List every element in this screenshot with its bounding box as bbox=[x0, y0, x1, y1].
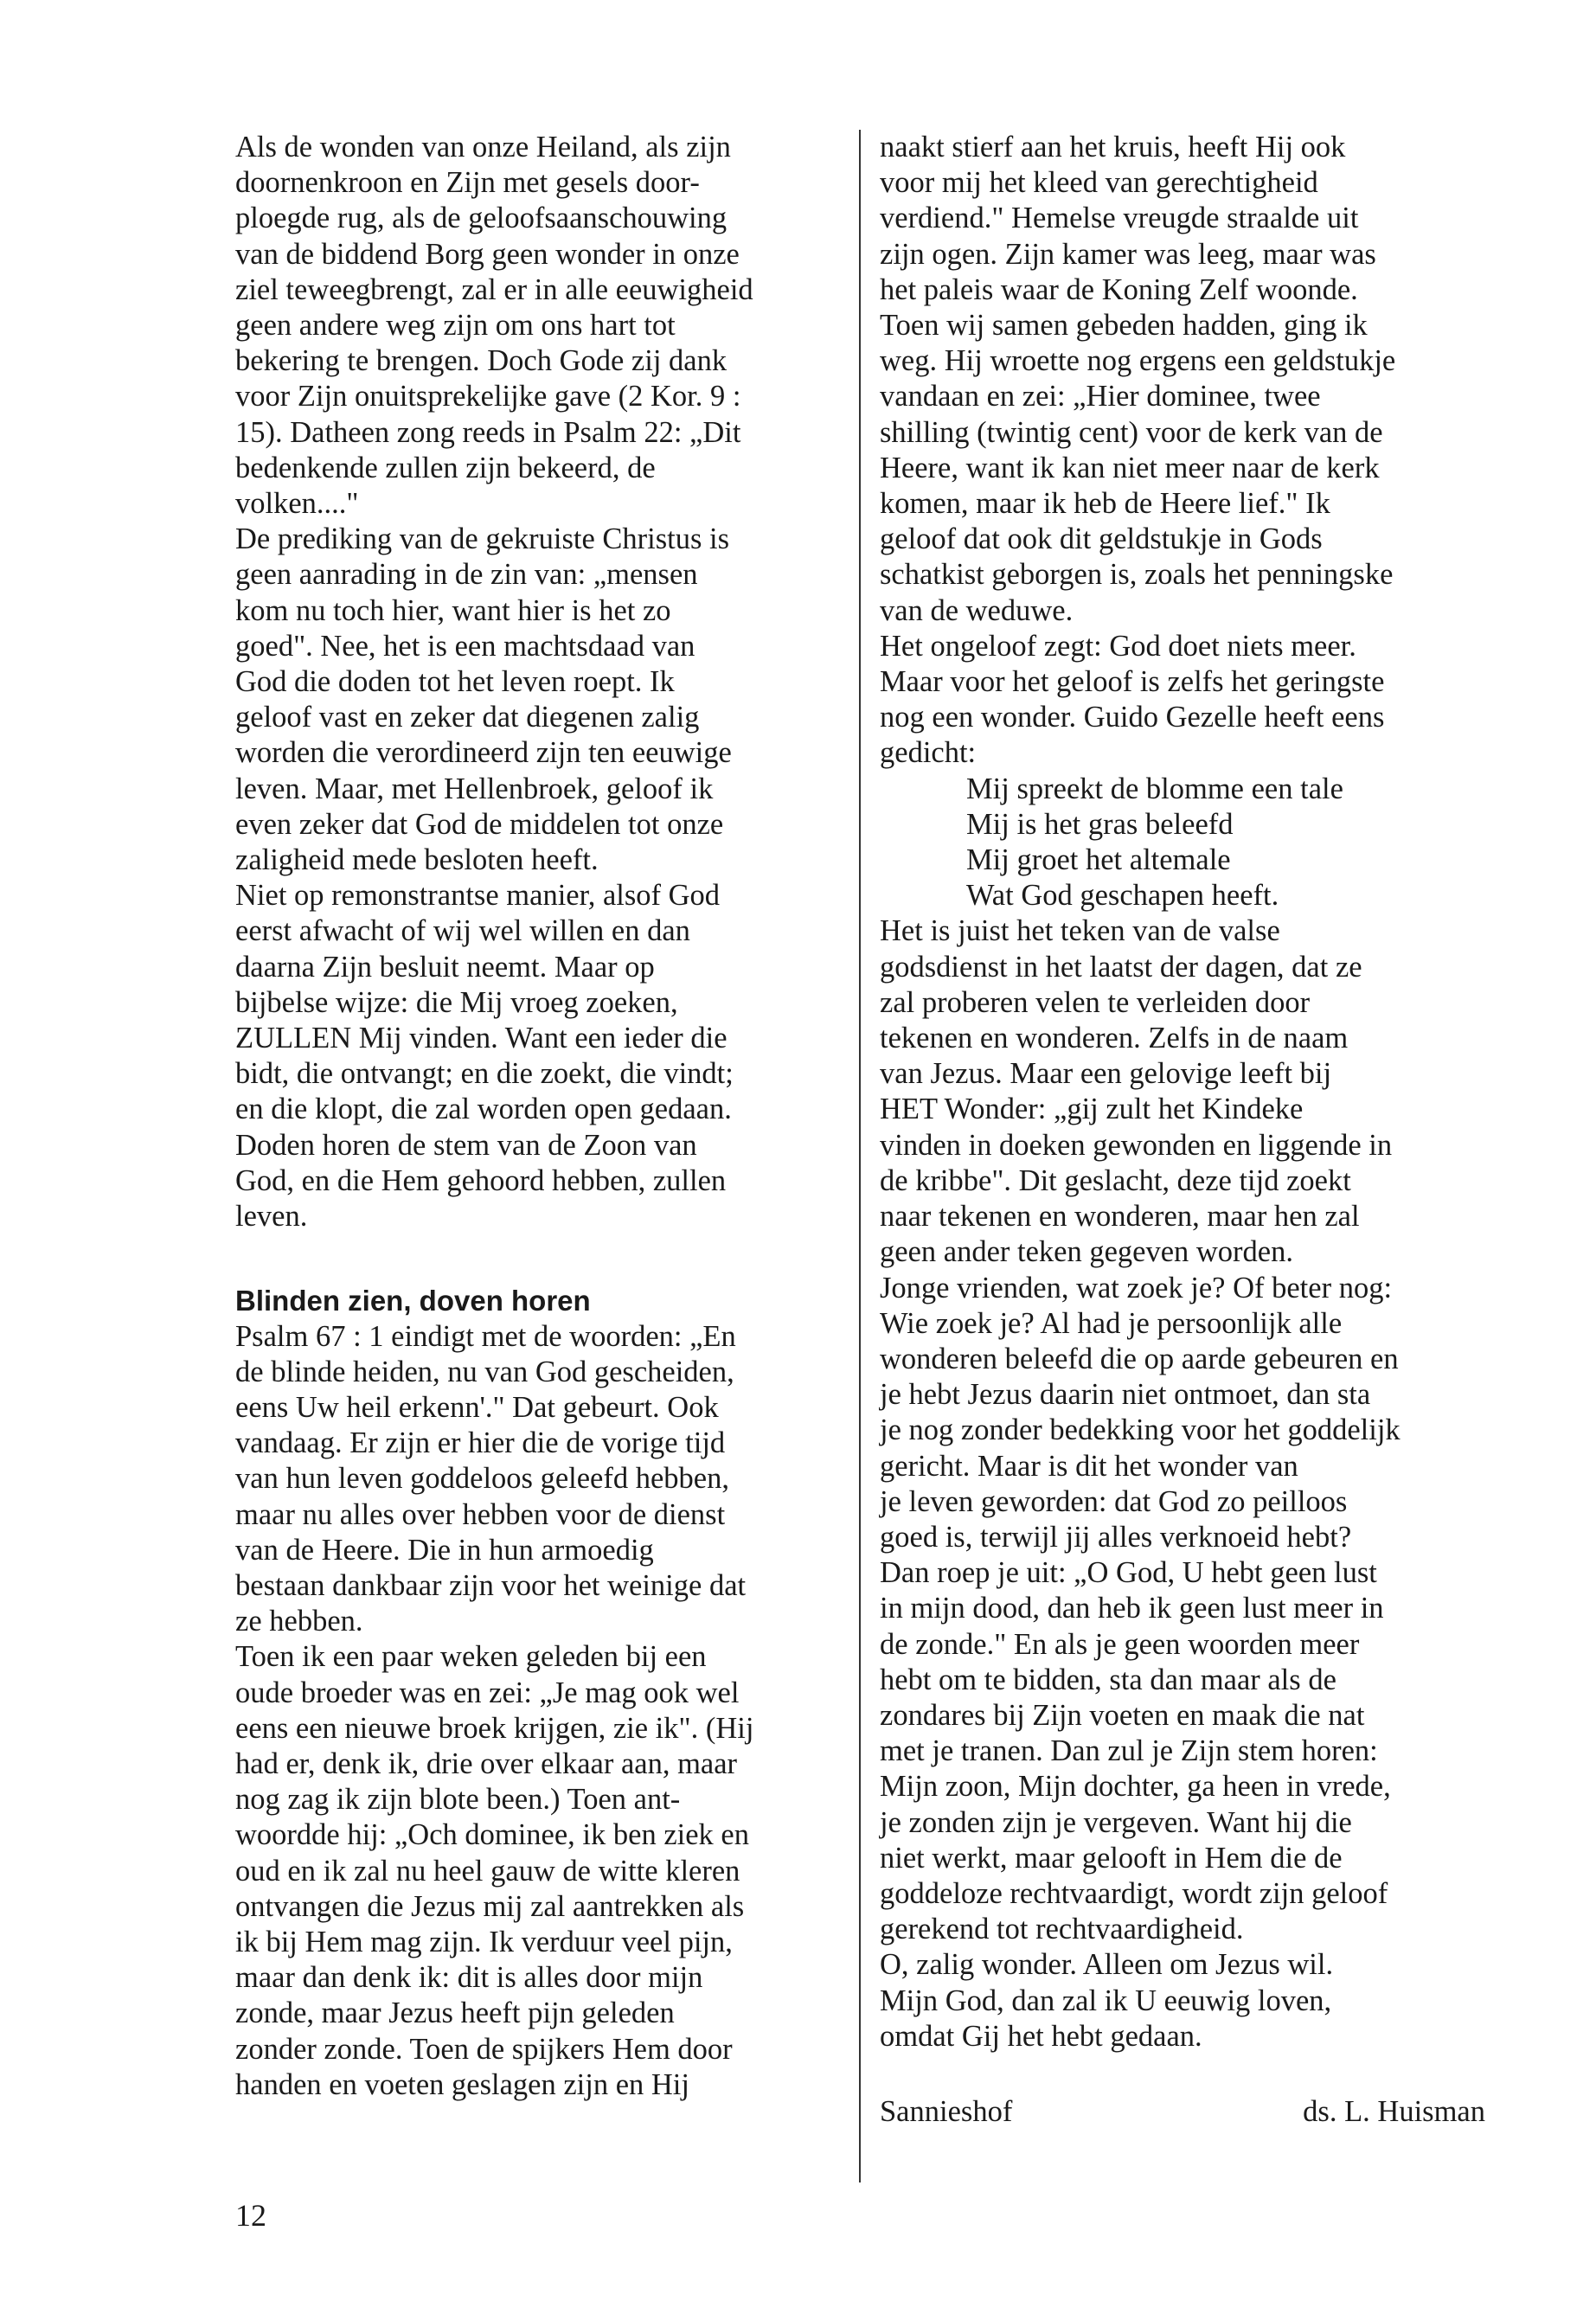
text-line: geen andere weg zijn om ons hart tot bbox=[235, 309, 676, 343]
text-line: van de weduwe. bbox=[880, 593, 1074, 627]
text-line: voor Zijn onuitsprekelijke gave (2 Kor. 9 : bbox=[235, 380, 741, 413]
text-line: vandaag. Er zijn er hier die de vorige tijd bbox=[235, 1426, 726, 1460]
text-line: Toen ik een paar weken geleden bij een bbox=[235, 1640, 707, 1674]
paragraph bbox=[880, 913, 1503, 1270]
text-line: O, zalig wonder. Alleen om Jezus wil. bbox=[880, 1948, 1334, 1982]
author-name: ds. L. Huisman bbox=[1303, 2094, 1485, 2128]
text-line: eens Uw heil erkenn'." Dat gebeurt. Ook bbox=[235, 1390, 719, 1424]
signature-line bbox=[880, 2094, 1485, 2130]
text-line: daarna Zijn besluit neemt. Maar op bbox=[235, 950, 655, 984]
text-line: woordde hij: „Och dominee, ik ben ziek en bbox=[235, 1818, 749, 1852]
paragraph bbox=[880, 629, 1503, 772]
text-line: en die klopt, die zal worden open gedaan. bbox=[235, 1093, 732, 1126]
text-line: je zonden zijn je vergeven. Want hij die bbox=[880, 1805, 1352, 1839]
section-gap bbox=[235, 1234, 849, 1283]
text-line: zaligheid mede besloten heeft. bbox=[235, 843, 599, 877]
text-line: Psalm 67 : 1 eindigt met de woorden: „En bbox=[235, 1319, 736, 1353]
poem bbox=[880, 772, 1503, 914]
text-line: verdiend." Hemelse vreugde straalde uit bbox=[880, 202, 1359, 235]
text-line: shilling (twintig cent) voor de kerk van de bbox=[880, 415, 1383, 449]
text-line: 15). Datheen zong reeds in Psalm 22: „Dit bbox=[235, 415, 741, 449]
text-line: zonder zonde. Toen de spijkers Hem door bbox=[235, 2032, 733, 2066]
text-line: geloof dat ook dit geldstukje in Gods bbox=[880, 522, 1323, 556]
text-line: van de Heere. Die in hun armoedig bbox=[235, 1533, 654, 1567]
text-line: eerst afwacht of wij wel willen en dan bbox=[235, 914, 690, 948]
text-line: bekering te brengen. Doch Gode zij dank bbox=[235, 344, 727, 378]
text-line: zonde, maar Jezus heeft pijn geleden bbox=[235, 1997, 675, 2030]
text-line: ZULLEN Mij vinden. Want een ieder die bbox=[235, 1022, 727, 1055]
text-line: had er, denk ik, drie over elkaar aan, maar bbox=[235, 1747, 738, 1780]
text-line: ploegde rug, als de geloofsaanschouwing bbox=[235, 202, 727, 235]
text-line: van hun leven goddeloos geleefd hebben, bbox=[235, 1462, 729, 1496]
text-line: Het ongeloof zegt: God doet niets meer. bbox=[880, 629, 1356, 663]
text-line: bidt, die ontvangt; en die zoekt, die vindt; bbox=[235, 1057, 734, 1091]
text-line: je hebt Jezus daarin niet ontmoet, dan sta bbox=[880, 1378, 1371, 1412]
text-line: geen aanrading in de zin van: „mensen bbox=[235, 558, 698, 592]
text-line: bedenkende zullen zijn bekeerd, de bbox=[235, 451, 656, 484]
text-line: Wie zoek je? Al had je persoonlijk alle bbox=[880, 1306, 1343, 1340]
text-line: gericht. Maar is dit het wonder van bbox=[880, 1449, 1298, 1483]
text-line: leven. bbox=[235, 1200, 308, 1234]
text-line: oud en ik zal nu heel gauw de witte kleren bbox=[235, 1854, 740, 1888]
page-number: 12 bbox=[235, 2198, 266, 2233]
text-line: Het is juist het teken van de valse bbox=[880, 914, 1280, 948]
text-line: maar nu alles over hebben voor de dienst bbox=[235, 1497, 726, 1531]
text-line: je nog zonder bedekking voor het goddelijk bbox=[880, 1413, 1401, 1447]
text-line: ik bij Hem mag zijn. Ik verduur veel pijn, bbox=[235, 1925, 733, 1958]
text-line: handen en voeten geslagen zijn en Hij bbox=[235, 2067, 689, 2101]
text-line: met je tranen. Dan zul je Zijn stem horen: bbox=[880, 1734, 1378, 1768]
text-line: zondares bij Zijn voeten en maak die nat bbox=[880, 1698, 1365, 1732]
text-line: naakt stierf aan het kruis, heeft Hij ook bbox=[880, 131, 1346, 163]
text-line: wonderen beleefd die op aarde gebeuren en bbox=[880, 1342, 1399, 1375]
text-line: Mijn zoon, Mijn dochter, ga heen in vrede, bbox=[880, 1770, 1391, 1804]
text-line: zijn ogen. Zijn kamer was leeg, maar was bbox=[880, 237, 1376, 271]
text-line: vandaan en zei: „Hier dominee, twee bbox=[880, 380, 1321, 413]
text-line: Mij groet het altemale bbox=[966, 843, 1231, 877]
text-line: Toen wij samen gebeden hadden, ging ik bbox=[880, 309, 1368, 343]
text-line: ontvangen die Jezus mij zal aantrekken als bbox=[235, 1889, 745, 1923]
text-line: gerekend tot rechtvaardigheid. bbox=[880, 1913, 1244, 1946]
text-line: Niet op remonstrantse manier, alsof God bbox=[235, 879, 721, 913]
text-line: bestaan dankbaar zijn voor het weinige dat bbox=[235, 1568, 747, 1602]
left-column bbox=[235, 130, 849, 2103]
text-line: nog zag ik zijn blote been.) Toen ant- bbox=[235, 1783, 681, 1817]
text-line: ziel teweegbrengt, zal er in alle eeuwigheid bbox=[235, 272, 753, 306]
text-line: God die doden tot het leven roept. Ik bbox=[235, 665, 675, 699]
right-column bbox=[880, 130, 1503, 2130]
text-line: geen ander teken gegeven worden. bbox=[880, 1235, 1293, 1269]
paragraph bbox=[235, 522, 849, 878]
text-line: Maar voor het geloof is zelfs het geringste bbox=[880, 665, 1385, 699]
text-line: naar tekenen en wonderen, maar hen zal bbox=[880, 1200, 1360, 1234]
text-line: komen, maar ik heb de Heere lief." Ik bbox=[880, 487, 1330, 521]
text-line: Jonge vrienden, wat zoek je? Of beter nog: bbox=[880, 1271, 1393, 1304]
text-line: kom nu toch hier, want hier is het zo bbox=[235, 593, 671, 627]
text-line: nog een wonder. Guido Gezelle heeft eens bbox=[880, 701, 1385, 734]
text-line: God, en die Hem gehoord hebben, zullen bbox=[235, 1163, 727, 1197]
text-line: van de biddend Borg geen wonder in onze bbox=[235, 237, 740, 271]
text-line: Mij is het gras beleefd bbox=[966, 807, 1234, 841]
paragraph bbox=[880, 130, 1503, 629]
text-line: Wat God geschapen heeft. bbox=[966, 879, 1279, 913]
text-line: Doden horen de stem van de Zoon van bbox=[235, 1128, 697, 1162]
text-line: godsdienst in het laatst der dagen, dat ze bbox=[880, 950, 1362, 984]
text-line: doornenkroon en Zijn met gesels door- bbox=[235, 166, 700, 200]
text-line: volken...." bbox=[235, 487, 359, 521]
text-line: Als de wonden van onze Heiland, als zijn bbox=[235, 131, 731, 163]
text-line: HET Wonder: „gij zult het Kindeke bbox=[880, 1093, 1304, 1126]
text-line: gedicht: bbox=[880, 736, 977, 770]
text-line: niet werkt, maar gelooft in Hem die de bbox=[880, 1841, 1343, 1875]
text-line: de blinde heiden, nu van God gescheiden, bbox=[235, 1355, 734, 1388]
paragraph bbox=[235, 878, 849, 1234]
text-line: de zonde." En als je geen woorden meer bbox=[880, 1627, 1360, 1661]
text-line: even zeker dat God de middelen tot onze bbox=[235, 807, 724, 841]
text-line: ze hebben. bbox=[235, 1605, 363, 1638]
text-line: van Jezus. Maar een gelovige leeft bij bbox=[880, 1057, 1332, 1091]
text-line: tekenen en wonderen. Zelfs in de naam bbox=[880, 1022, 1349, 1055]
text-line: je leven geworden: dat God zo peilloos bbox=[880, 1484, 1348, 1518]
text-line: weg. Hij wroette nog ergens een geldstukje bbox=[880, 344, 1396, 378]
text-line: Mij spreekt de blomme een tale bbox=[966, 772, 1343, 805]
text-line: oude broeder was en zei: „Je mag ook wel bbox=[235, 1676, 740, 1709]
text-line: omdat Gij het hebt gedaan. bbox=[880, 2019, 1202, 2053]
paragraph bbox=[235, 130, 849, 522]
text-line: eens een nieuwe broek krijgen, zie ik". (Hij bbox=[235, 1711, 754, 1745]
text-line: De prediking van de gekruiste Christus is bbox=[235, 522, 730, 556]
text-line: goed". Nee, het is een machtsdaad van bbox=[235, 629, 695, 663]
text-line: voor mij het kleed van gerechtigheid bbox=[880, 166, 1318, 200]
text-line: schatkist geborgen is, zoals het penningske bbox=[880, 558, 1394, 592]
text-line: Mijn God, dan zal ik U eeuwig loven, bbox=[880, 1984, 1332, 2017]
text-line: goed is, terwijl jij alles verknoeid hebt? bbox=[880, 1520, 1352, 1554]
text-line: leven. Maar, met Hellenbroek, geloof ik bbox=[235, 772, 714, 805]
section-heading: Blinden zien, doven horen bbox=[235, 1285, 591, 1317]
column-divider bbox=[859, 130, 861, 2182]
text-line: geloof vast en zeker dat diegenen zalig bbox=[235, 701, 700, 734]
text-line: vinden in doeken gewonden en liggende in bbox=[880, 1128, 1393, 1162]
text-line: maar dan denk ik: dit is alles door mijn bbox=[235, 1961, 703, 1995]
text-line: bijbelse wijze: die Mij vroeg zoeken, bbox=[235, 985, 678, 1019]
text-line: in mijn dood, dan heb ik geen lust meer in bbox=[880, 1592, 1384, 1625]
text-line: Heere, want ik kan niet meer naar de kerk bbox=[880, 451, 1380, 484]
text-line: goddeloze rechtvaardigt, wordt zijn geloof bbox=[880, 1876, 1388, 1910]
paragraph bbox=[235, 1319, 849, 1640]
text-line: Dan roep je uit: „O God, U hebt geen lust bbox=[880, 1556, 1377, 1590]
text-line: worden die verordineerd zijn ten eeuwige bbox=[235, 736, 732, 770]
paragraph bbox=[880, 1271, 1503, 1948]
text-line: zal proberen velen te verleiden door bbox=[880, 985, 1311, 1019]
text-line: het paleis waar de Koning Zelf woonde. bbox=[880, 272, 1358, 306]
paragraph bbox=[235, 1639, 849, 2103]
place-name: Sannieshof bbox=[880, 2094, 1013, 2128]
text-line: hebt om te bidden, sta dan maar als de bbox=[880, 1663, 1336, 1696]
text-line: de kribbe". Dit geslacht, deze tijd zoekt bbox=[880, 1163, 1351, 1197]
paragraph bbox=[880, 1947, 1503, 2054]
